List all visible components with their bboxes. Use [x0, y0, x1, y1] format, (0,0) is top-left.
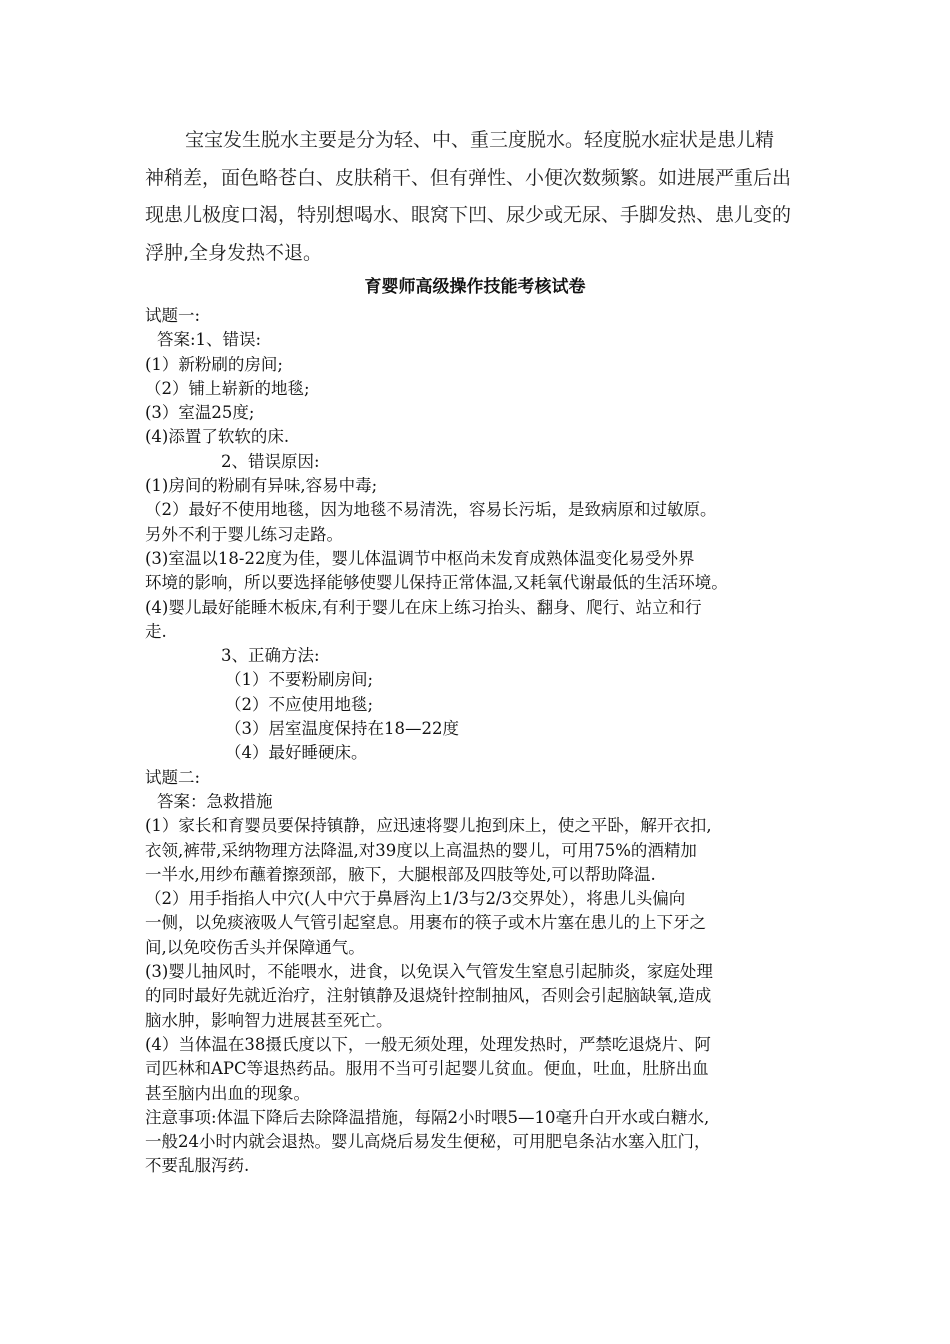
- exam-title: 育婴师高级操作技能考核试卷: [364, 277, 586, 297]
- text-line: (1）家长和育婴员要保持镇静，应迅速将婴儿抱到床上，使之平卧，解开衣扣,: [145, 816, 712, 836]
- intro-line: 宝宝发生脱水主要是分为轻、中、重三度脱水。轻度脱水症状是患儿精: [185, 129, 775, 151]
- text-line: （4）最好睡硬床。: [225, 743, 368, 763]
- text-line: （2）用手指掐人中穴(人中穴于鼻唇沟上1/3与2/3交界处），将患儿头偏向: [145, 889, 686, 909]
- text-line: (4)添置了软软的床.: [145, 427, 290, 447]
- text-line: 环境的影响，所以要选择能够使婴儿保持正常体温,又耗氧代谢最低的生活环境。: [145, 573, 728, 593]
- exam-body: [145, 304, 845, 1179]
- text-line: 衣领,裤带,采纳物理方法降温,对39度以上高温热的婴儿，可用75%的酒精加: [145, 840, 697, 860]
- text-line: (1）新粉刷的房间;: [145, 354, 283, 374]
- text-line: 另外不利于婴儿练习走路。: [145, 524, 343, 544]
- subsection-heading: 3、正确方法:: [221, 646, 320, 666]
- intro-line: 现患儿极度口渴，特别想喝水、眼窝下凹、尿少或无尿、手脚发热、患儿变的: [145, 204, 792, 226]
- intro-line: 浮肿,全身发热不退。: [145, 241, 323, 264]
- text-line: （2）铺上崭新的地毯;: [145, 378, 310, 398]
- note-line: 不要乱服泻药.: [145, 1156, 250, 1176]
- text-line: （2）不应使用地毯;: [225, 694, 374, 714]
- text-line: （1）不要粉刷房间;: [225, 670, 374, 690]
- subsection-heading: 2、错误原因:: [221, 451, 320, 471]
- note-line: 注意事项:体温下降后去除降温措施，每隔2小时喂5—10毫升白开水或白糖水,: [145, 1107, 710, 1127]
- text-line: (1)房间的粉刷有异味,容易中毒;: [145, 476, 378, 496]
- answer-heading: 答案：急救措施: [157, 791, 273, 811]
- text-line: 间,以免咬伤舌头并保障通气。: [145, 937, 365, 957]
- text-line: (4）当体温在38摄氏度以下，一般无须处理，处理发热时，严禁吃退烧片、阿: [145, 1034, 711, 1054]
- question-heading: 试题一:: [145, 306, 201, 325]
- text-line: 脑水肿，影响智力进展甚至死亡。: [145, 1010, 393, 1030]
- question-heading: 试题二:: [145, 767, 201, 787]
- intro-paragraph: [145, 122, 835, 272]
- text-line: (3）室温25度;: [145, 403, 255, 423]
- text-line: 一侧，以免痰液吸人气管引起窒息。用裹布的筷子或木片塞在患儿的上下牙之: [145, 913, 706, 933]
- text-line: 走.: [145, 621, 167, 641]
- text-line: (3)婴儿抽风时，不能喂水，进食，以免误入气管发生窒息引起肺炎，家庭处理: [145, 962, 713, 982]
- text-line: 甚至脑内出血的现象。: [145, 1083, 310, 1103]
- text-line: 一半水,用纱布蘸着擦颈部，腋下，大腿根部及四肢等处,可以帮助降温.: [145, 864, 656, 884]
- answer-heading: 答案:1、错误:: [157, 330, 262, 350]
- intro-line: 神稍差，面色略苍白、皮肤稍干、但有弹性、小便次数频繁。如进展严重后出: [145, 166, 792, 189]
- note-line: 一般24小时内就会退热。婴儿高烧后易发生便秘，可用肥皂条沾水塞入肛门，: [145, 1132, 711, 1152]
- text-line: （3）居室温度保持在18—22度: [225, 719, 459, 739]
- text-line: (3)室温以18-22度为佳，婴儿体温调节中枢尚未发育成熟体温变化易受外界: [145, 548, 695, 568]
- text-line: (4)婴儿最好能睡木板床,有利于婴儿在床上练习抬头、翻身、爬行、站立和行: [145, 597, 702, 617]
- text-line: （2）最好不使用地毯，因为地毯不易清洗，容易长污垢，是致病原和过敏原。: [145, 500, 717, 520]
- text-line: 的同时最好先就近治疗，注射镇静及退烧针控制抽风，否则会引起脑缺氧,造成: [145, 986, 712, 1006]
- text-line: 司匹林和APC等退热药品。服用不当可引起婴儿贫血。便血，吐血，肚脐出血: [145, 1059, 709, 1079]
